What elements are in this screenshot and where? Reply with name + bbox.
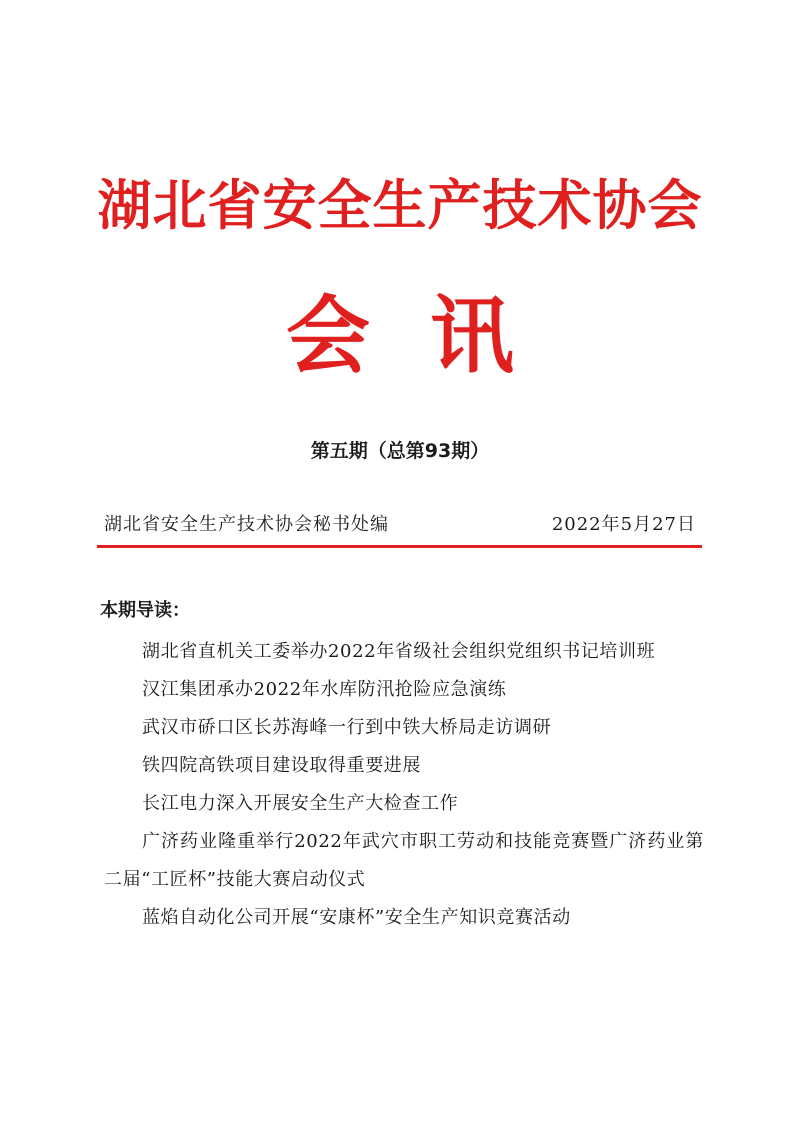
guide-item: 武汉市硚口区长苏海峰一行到中铁大桥局走访调研 bbox=[142, 717, 552, 738]
guide-list bbox=[104, 633, 704, 937]
red-divider bbox=[97, 545, 702, 548]
editor-line: 湖北省安全生产技术协会秘书处编 bbox=[104, 514, 389, 535]
guide-item: 蓝焰自动化公司开展“安康杯”安全生产知识竞赛活动 bbox=[142, 907, 571, 928]
organization-title: 湖北省安全生产技术协会 bbox=[97, 173, 703, 237]
guide-item: 长江电力深入开展安全生产大检查工作 bbox=[142, 793, 459, 814]
issue-number: 第五期（总第93期） bbox=[310, 440, 490, 462]
publication-date: 2022年5月27日 bbox=[551, 514, 696, 535]
guide-item: 湖北省直机关工委举办2022年省级社会组织党组织书记培训班 bbox=[142, 641, 656, 662]
bulletin-title: 会讯 bbox=[285, 287, 574, 385]
guide-item: 铁四院高铁项目建设取得重要进展 bbox=[142, 755, 421, 776]
guide-item: 广济药业隆重举行2022年武穴市职工劳动和技能竞赛暨广济药业第二届“工匠杯”技能大赛启动仪式 bbox=[104, 831, 704, 890]
guide-heading: 本期导读： bbox=[100, 600, 190, 621]
guide-item: 汉江集团承办2022年水库防汛抢险应急演练 bbox=[142, 679, 507, 700]
